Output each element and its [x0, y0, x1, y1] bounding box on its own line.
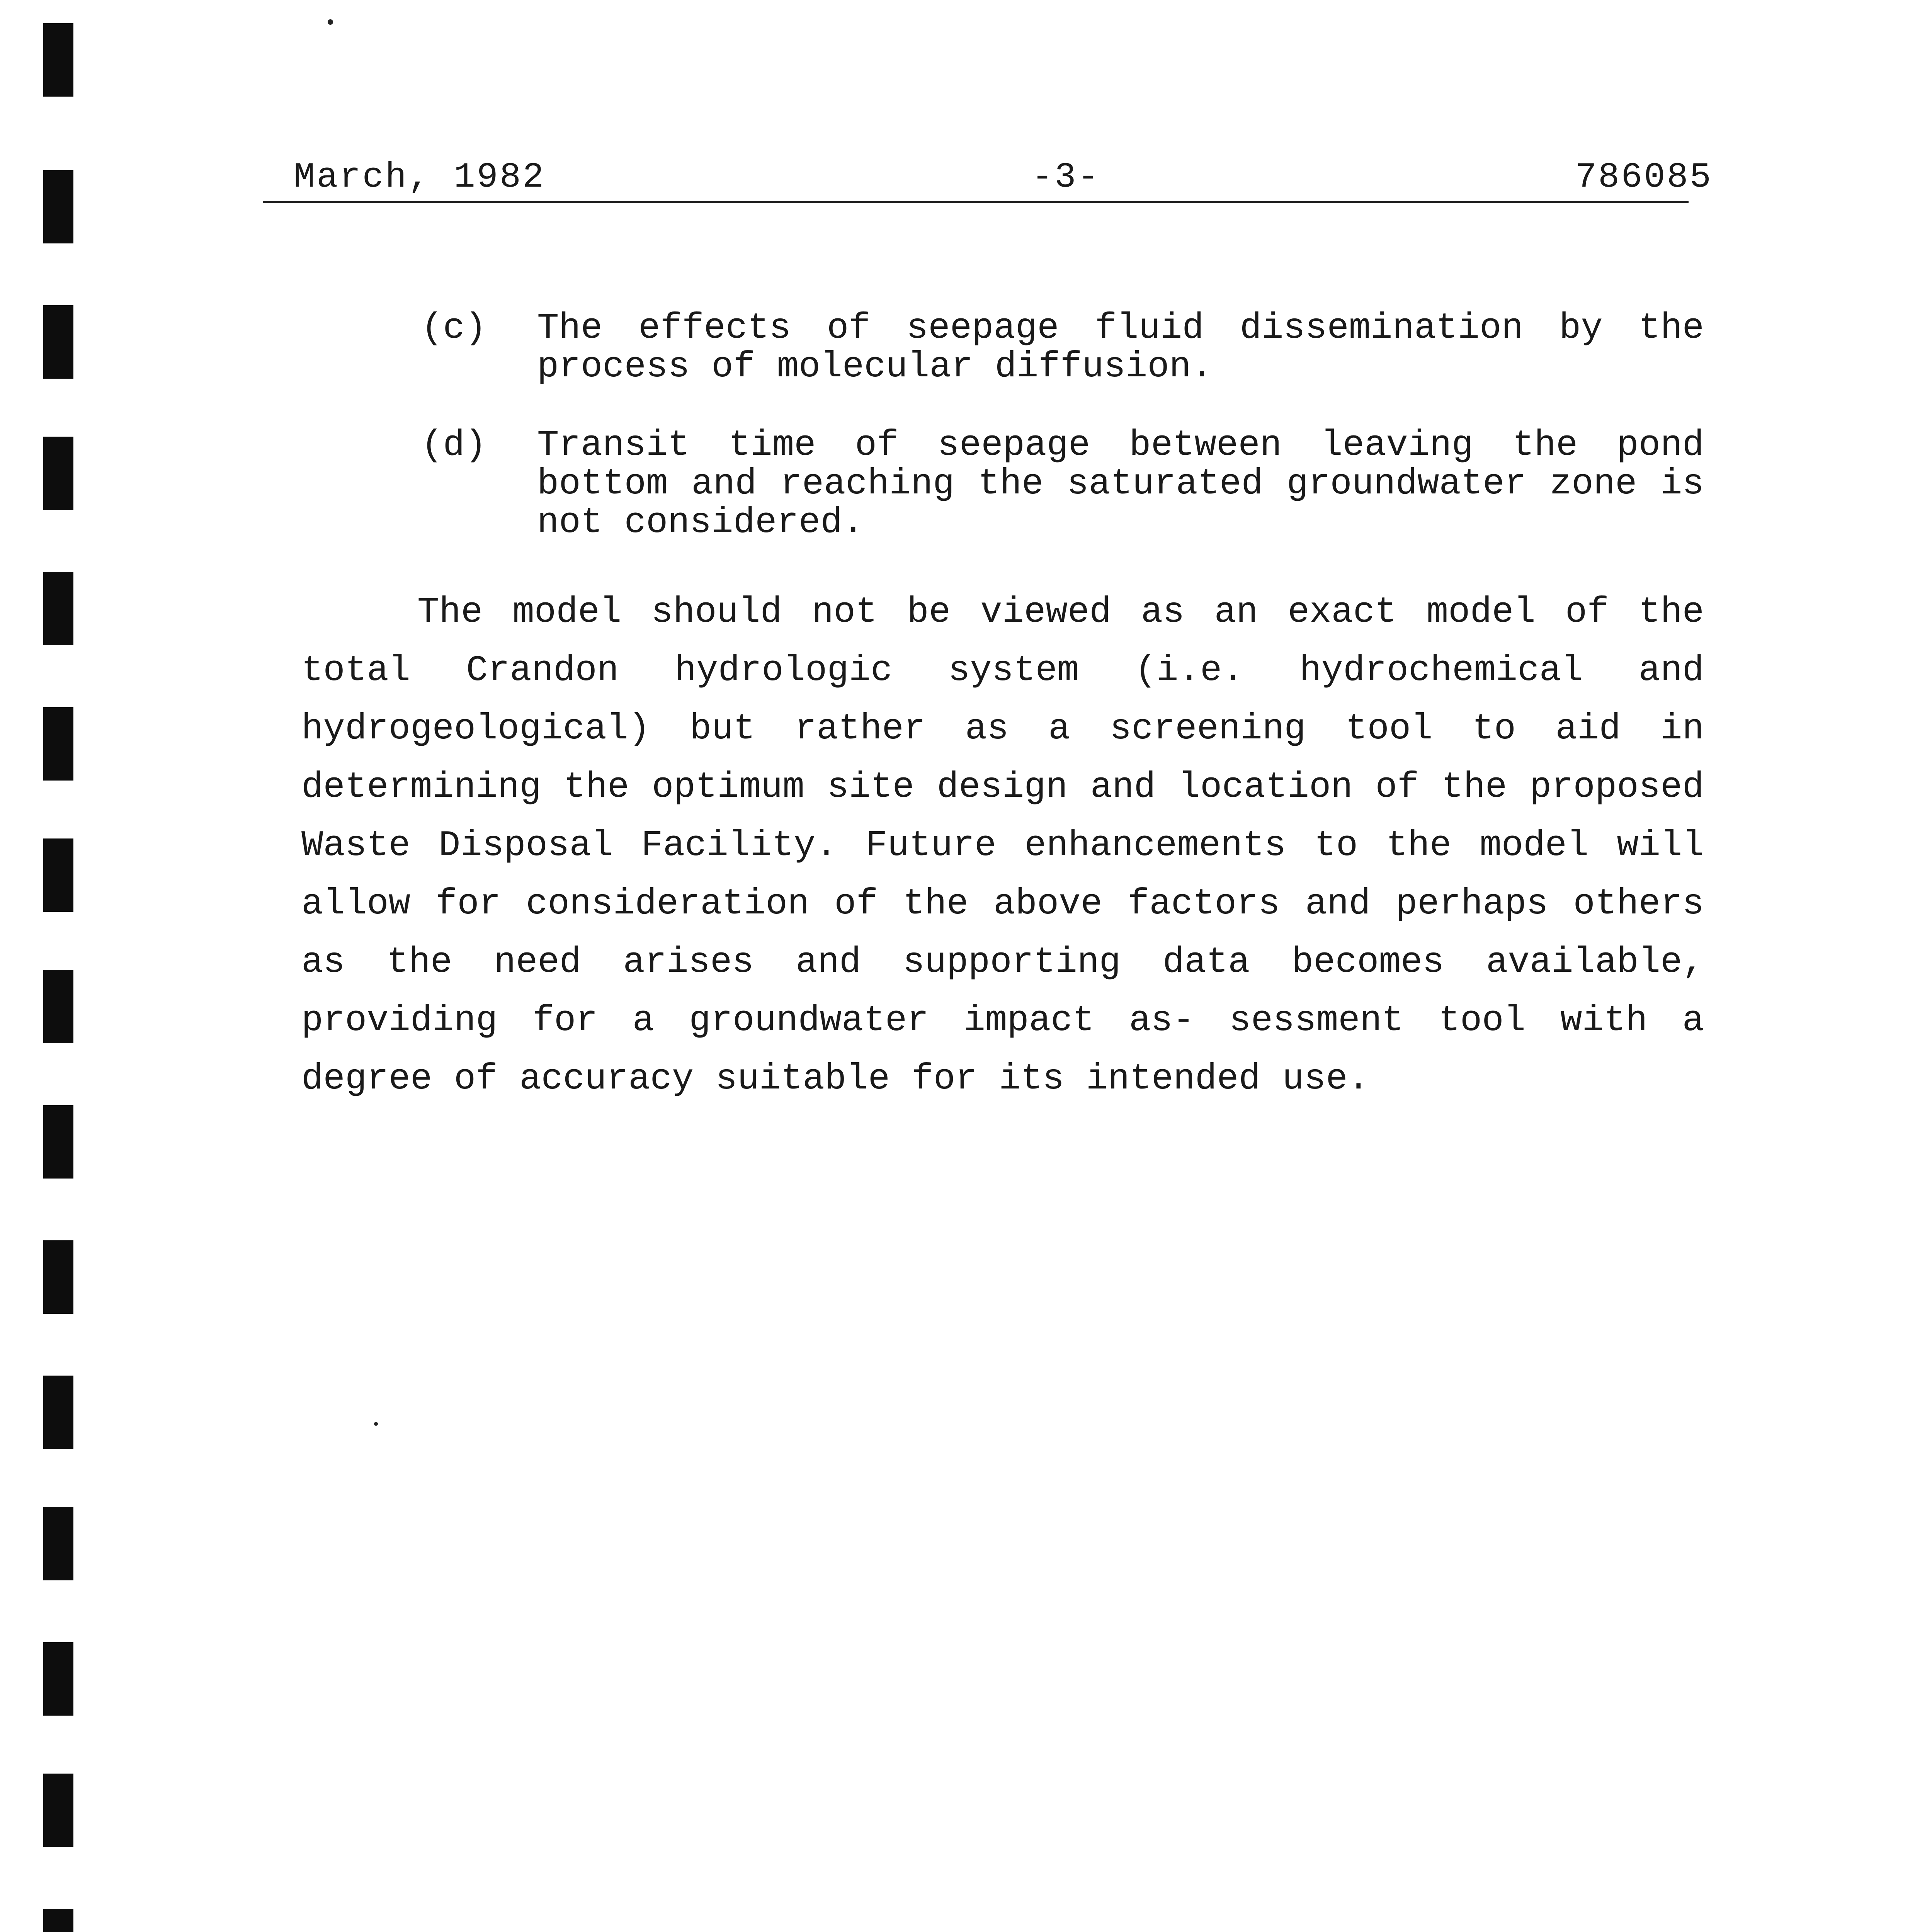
body-paragraph: The model should not be viewed as an exact model of the total Crandon hydrologic system (i.e. hydrochemical and hydrogeological) but rather as a screening tool to aid in determining the optimum site design and location of the proposed Waste Disposal Facility. Future enhancements to the model will allow for consideration of the above factors and perhaps others as the need arises and supporting data becomes available, providing for a groundwater impact as- sessment tool with a degree of accuracy suitable for its intended use.	[301, 592, 1704, 1100]
header-rule	[263, 201, 1689, 203]
binding-mark	[43, 1240, 73, 1314]
list-item	[421, 426, 1704, 554]
list-item	[421, 309, 1704, 394]
binding-marks	[43, 0, 74, 1932]
binding-mark	[43, 23, 73, 97]
binding-mark	[43, 170, 73, 243]
list-marker: (d)	[421, 425, 487, 466]
binding-mark	[43, 838, 73, 912]
list-item-text: The effects of seepage fluid dissemination by the process of molecular diffusion.	[537, 308, 1704, 388]
binding-mark	[43, 1376, 73, 1449]
binding-mark	[43, 1507, 73, 1580]
page-header	[267, 151, 1713, 205]
scan-speck	[374, 1422, 378, 1426]
list-marker: (c)	[421, 308, 487, 349]
binding-mark	[43, 1105, 73, 1179]
header-document-number: 786085	[1575, 157, 1713, 197]
binding-mark	[43, 1909, 73, 1932]
binding-mark	[43, 572, 73, 645]
list-item-text: Transit time of seepage between leaving the pond bottom and reaching the saturated groundwater zone is not considered.	[537, 425, 1704, 543]
binding-mark	[43, 437, 73, 510]
binding-mark	[43, 1774, 73, 1847]
binding-mark	[43, 1642, 73, 1716]
scan-speck	[328, 19, 333, 25]
header-page-number: -3-	[1032, 157, 1100, 197]
binding-mark	[43, 305, 73, 379]
binding-mark	[43, 707, 73, 781]
header-date: March, 1982	[294, 157, 546, 197]
binding-mark	[43, 970, 73, 1043]
